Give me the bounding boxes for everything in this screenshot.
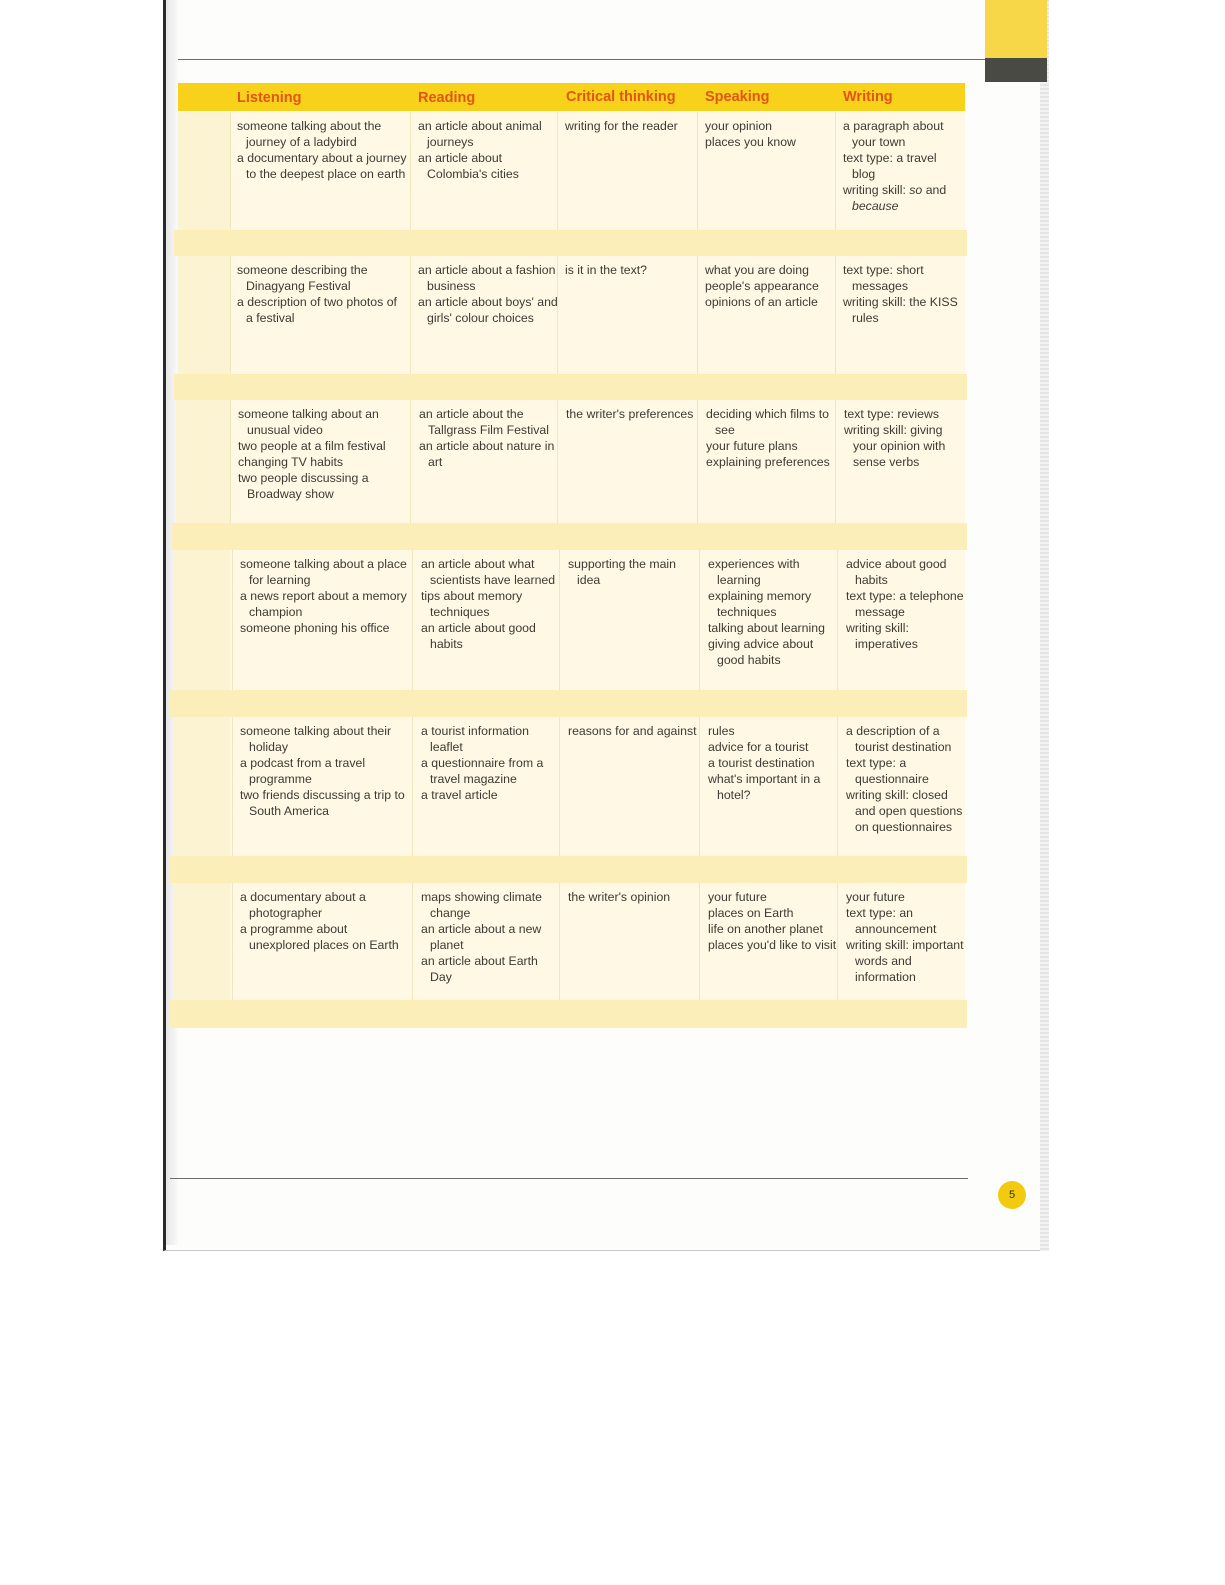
cell-writing bbox=[846, 723, 966, 835]
column-divider bbox=[410, 256, 411, 374]
reading-entry bbox=[418, 262, 558, 294]
critical-entry bbox=[566, 406, 696, 422]
entry-text: writing for the reader bbox=[565, 119, 678, 133]
entry-text: places you'd like to visit bbox=[708, 938, 837, 952]
speaking-entry bbox=[705, 262, 835, 278]
column-divider bbox=[230, 256, 231, 374]
entry-text: writing skill: imperatives bbox=[846, 621, 918, 651]
entry-text: and bbox=[922, 183, 947, 197]
entry-text: an article about boys' and girls' colour choices bbox=[418, 295, 558, 325]
entry-text: giving advice about good habits bbox=[708, 637, 814, 667]
column-divider bbox=[410, 400, 411, 523]
entry-text: changing TV habits bbox=[238, 455, 344, 469]
speaking-entry bbox=[708, 905, 838, 921]
entry-text: a tourist information leaflet bbox=[421, 724, 529, 754]
speaking-entry bbox=[706, 438, 836, 454]
reading-entry bbox=[421, 755, 561, 787]
listening-entry bbox=[237, 262, 407, 294]
cell-critical bbox=[568, 889, 698, 905]
critical-entry bbox=[565, 118, 695, 134]
cell-reading bbox=[421, 889, 561, 985]
column-divider bbox=[697, 112, 698, 230]
row-separator-band bbox=[170, 690, 967, 717]
row-separator-band bbox=[174, 230, 967, 256]
column-divider bbox=[699, 550, 700, 690]
entry-text: opinions of an article bbox=[705, 295, 818, 309]
unit-stub-cell bbox=[178, 256, 230, 374]
entry-text: writing skill: the KISS rules bbox=[843, 295, 958, 325]
entry-text: advice for a tourist bbox=[708, 740, 809, 754]
speaking-entry bbox=[705, 118, 835, 134]
speaking-entry bbox=[708, 937, 838, 953]
unit-stub-cell bbox=[178, 112, 230, 230]
writing-entry bbox=[844, 422, 964, 470]
listening-entry bbox=[238, 470, 408, 502]
entry-text: someone phoning his office bbox=[240, 621, 390, 635]
cell-writing bbox=[846, 889, 966, 985]
entry-text: your future bbox=[708, 890, 767, 904]
speaking-entry bbox=[708, 921, 838, 937]
entry-text: maps showing climate change bbox=[421, 890, 542, 920]
cell-critical bbox=[565, 118, 695, 134]
entry-text: supporting the main idea bbox=[568, 557, 677, 587]
header-reading: Reading bbox=[418, 90, 476, 106]
speaking-entry bbox=[705, 134, 835, 150]
entry-text: text type: an announcement bbox=[846, 906, 937, 936]
reading-entry bbox=[421, 588, 561, 620]
entry-text: an article about the Tallgrass Film Festival bbox=[419, 407, 549, 437]
reading-entry bbox=[418, 118, 558, 150]
corner-tab bbox=[985, 0, 1047, 58]
writing-entry bbox=[846, 787, 966, 835]
entry-text: a documentary about a journey to the deepest place on earth bbox=[237, 151, 407, 181]
entry-text: what's important in a hotel? bbox=[708, 772, 821, 802]
row-separator-band bbox=[170, 1000, 967, 1028]
cell-speaking bbox=[705, 118, 835, 150]
entry-text: text type: a questionnaire bbox=[846, 756, 929, 786]
entry-text: the writer's opinion bbox=[568, 890, 671, 904]
cell-reading bbox=[418, 262, 558, 326]
speaking-entry bbox=[708, 889, 838, 905]
entry-text: an article about good habits bbox=[421, 621, 536, 651]
entry-text: text type: a telephone message bbox=[846, 589, 964, 619]
critical-entry bbox=[568, 889, 698, 905]
writing-entry bbox=[843, 182, 963, 214]
row-separator-band bbox=[172, 523, 967, 550]
listening-entry bbox=[237, 118, 407, 150]
reading-entry bbox=[419, 438, 559, 470]
cell-reading bbox=[421, 723, 561, 803]
entry-text: experiences with learning bbox=[708, 557, 800, 587]
listening-entry bbox=[240, 889, 410, 921]
entry-text: your future plans bbox=[706, 439, 798, 453]
speaking-entry bbox=[708, 636, 838, 668]
writing-entry bbox=[846, 556, 966, 588]
column-divider bbox=[699, 717, 700, 856]
critical-entry bbox=[568, 723, 698, 739]
entry-text: advice about good habits bbox=[846, 557, 947, 587]
cell-listening bbox=[237, 118, 407, 182]
unit-stub-cell bbox=[174, 550, 230, 690]
reading-entry bbox=[421, 556, 561, 588]
writing-entry bbox=[846, 620, 966, 652]
entry-text: someone talking about a place for learning bbox=[240, 557, 407, 587]
entry-text: life on another planet bbox=[708, 922, 823, 936]
header-writing: Writing bbox=[843, 89, 893, 105]
speaking-entry bbox=[706, 454, 836, 470]
entry-text: your future bbox=[846, 890, 905, 904]
page-right-edge bbox=[1040, 0, 1049, 1251]
column-divider bbox=[412, 717, 413, 856]
entry-text: a paragraph about your town bbox=[843, 119, 944, 149]
reading-entry bbox=[419, 406, 559, 438]
cell-critical bbox=[565, 262, 695, 278]
header-speaking: Speaking bbox=[705, 89, 770, 105]
cell-critical bbox=[568, 723, 698, 739]
unit-stub-cell bbox=[176, 400, 230, 523]
entry-text: writing skill: bbox=[843, 183, 910, 197]
writing-entry bbox=[843, 262, 963, 294]
writing-entry bbox=[843, 150, 963, 182]
cell-writing bbox=[843, 118, 963, 214]
entry-text: tips about memory techniques bbox=[421, 589, 523, 619]
column-divider bbox=[835, 112, 836, 230]
listening-entry bbox=[237, 150, 407, 182]
column-divider bbox=[230, 400, 231, 523]
cell-reading bbox=[419, 406, 559, 470]
writing-entry bbox=[846, 588, 966, 620]
reading-entry bbox=[421, 787, 561, 803]
header-critical-thinking: Critical thinking bbox=[566, 89, 676, 105]
cell-speaking bbox=[706, 406, 836, 470]
entry-text: an article about animal journeys bbox=[418, 119, 542, 149]
entry-text: someone talking about their holiday bbox=[240, 724, 392, 754]
entry-text: talking about learning bbox=[708, 621, 825, 635]
entry-text: someone describing the Dinagyang Festival bbox=[237, 263, 368, 293]
critical-entry bbox=[565, 262, 695, 278]
writing-entry bbox=[844, 406, 964, 422]
entry-text: an article about a new planet bbox=[421, 922, 542, 952]
cell-speaking bbox=[708, 556, 838, 668]
entry-text: an article about a fashion business bbox=[418, 263, 556, 293]
entry-text: places on Earth bbox=[708, 906, 794, 920]
column-divider bbox=[835, 256, 836, 374]
speaking-entry bbox=[708, 755, 838, 771]
entry-text: because bbox=[852, 199, 899, 213]
entry-text: a news report about a memory champion bbox=[240, 589, 407, 619]
cell-speaking bbox=[708, 723, 838, 803]
entry-text: text type: reviews bbox=[844, 407, 939, 421]
speaking-entry bbox=[708, 771, 838, 803]
entry-text: what you are doing bbox=[705, 263, 809, 277]
reading-entry bbox=[421, 620, 561, 652]
reading-entry bbox=[418, 150, 558, 182]
speaking-entry bbox=[708, 739, 838, 755]
entry-text: an article about nature in art bbox=[419, 439, 555, 469]
column-divider bbox=[232, 883, 233, 1000]
bottom-rule bbox=[170, 1178, 968, 1179]
column-divider bbox=[412, 550, 413, 690]
entry-text: a description of a tourist destination bbox=[846, 724, 952, 754]
reading-entry bbox=[421, 921, 561, 953]
listening-entry bbox=[240, 723, 410, 755]
cell-listening bbox=[240, 723, 410, 819]
cell-reading bbox=[421, 556, 561, 652]
listening-entry bbox=[240, 620, 410, 636]
speaking-entry bbox=[706, 406, 836, 438]
entry-text: explaining memory techniques bbox=[708, 589, 812, 619]
column-divider bbox=[697, 256, 698, 374]
cell-listening bbox=[238, 406, 408, 502]
column-divider bbox=[232, 550, 233, 690]
unit-stub-cell bbox=[174, 883, 230, 1000]
page-number-badge: 5 bbox=[998, 1181, 1026, 1209]
unit-stub-cell bbox=[174, 717, 230, 856]
cell-listening bbox=[240, 556, 410, 636]
speaking-entry bbox=[708, 556, 838, 588]
cell-speaking bbox=[705, 262, 835, 310]
cell-reading bbox=[418, 118, 558, 182]
writing-entry bbox=[846, 937, 966, 985]
reading-entry bbox=[421, 889, 561, 921]
cell-critical bbox=[568, 556, 698, 588]
writing-entry bbox=[846, 723, 966, 755]
entry-text: is it in the text? bbox=[565, 263, 648, 277]
cell-speaking bbox=[708, 889, 838, 953]
row-separator-band bbox=[174, 374, 967, 400]
reading-entry bbox=[421, 953, 561, 985]
column-divider bbox=[697, 400, 698, 523]
column-divider bbox=[699, 883, 700, 1000]
cell-critical bbox=[566, 406, 696, 422]
entry-text: someone talking about the journey of a ladybird bbox=[237, 119, 382, 149]
entry-text: so bbox=[909, 183, 923, 197]
entry-text: writing skill: giving your opinion with sense verbs bbox=[844, 423, 946, 469]
cell-listening bbox=[237, 262, 407, 326]
top-rule bbox=[178, 59, 985, 60]
speaking-entry bbox=[705, 278, 835, 294]
entry-text: writing skill: closed and open questions on questionnaires bbox=[846, 788, 963, 834]
entry-text: a documentary about a photographer bbox=[240, 890, 366, 920]
entry-text: text type: a travel blog bbox=[843, 151, 937, 181]
critical-entry bbox=[568, 556, 698, 588]
speaking-entry bbox=[705, 294, 835, 310]
column-divider bbox=[232, 717, 233, 856]
cell-writing bbox=[846, 556, 966, 652]
listening-entry bbox=[240, 787, 410, 819]
entry-text: rules bbox=[708, 724, 735, 738]
entry-text: reasons for and against bbox=[568, 724, 697, 738]
entry-text: an article about Colombia's cities bbox=[418, 151, 519, 181]
entry-text: places you know bbox=[705, 135, 796, 149]
listening-entry bbox=[238, 454, 408, 470]
entry-text: a programme about unexplored places on Earth bbox=[240, 922, 399, 952]
column-divider bbox=[230, 112, 231, 230]
speaking-entry bbox=[708, 588, 838, 620]
writing-entry bbox=[846, 905, 966, 937]
writing-entry bbox=[843, 118, 963, 150]
entry-text: two people discussing a Broadway show bbox=[238, 471, 369, 501]
cell-listening bbox=[240, 889, 410, 953]
cell-writing bbox=[844, 406, 964, 470]
speaking-entry bbox=[708, 620, 838, 636]
entry-text: a tourist destination bbox=[708, 756, 815, 770]
entry-text: an article about what scientists have learned bbox=[421, 557, 556, 587]
entry-text: text type: short messages bbox=[843, 263, 924, 293]
listening-entry bbox=[240, 588, 410, 620]
listening-entry bbox=[240, 921, 410, 953]
entry-text: the writer's preferences bbox=[566, 407, 694, 421]
writing-entry bbox=[843, 294, 963, 326]
row-separator-band bbox=[170, 856, 967, 883]
entry-text: a travel article bbox=[421, 788, 498, 802]
listening-entry bbox=[238, 406, 408, 438]
entry-text: your opinion bbox=[705, 119, 772, 133]
entry-text: two people at a film festival bbox=[238, 439, 386, 453]
entry-text: explaining preferences bbox=[706, 455, 830, 469]
corner-tab-band bbox=[985, 58, 1047, 82]
entry-text: writing skill: important words and information bbox=[846, 938, 964, 984]
column-divider bbox=[412, 883, 413, 1000]
listening-entry bbox=[237, 294, 407, 326]
listening-entry bbox=[240, 755, 410, 787]
writing-entry bbox=[846, 755, 966, 787]
entry-text: a podcast from a travel programme bbox=[240, 756, 366, 786]
entry-text: two friends discussing a trip to South America bbox=[240, 788, 405, 818]
reading-entry bbox=[421, 723, 561, 755]
header-listening: Listening bbox=[237, 90, 302, 106]
listening-entry bbox=[238, 438, 408, 454]
entry-text: deciding which films to see bbox=[706, 407, 830, 437]
listening-entry bbox=[240, 556, 410, 588]
cell-writing bbox=[843, 262, 963, 326]
reading-entry bbox=[418, 294, 558, 326]
entry-text: a questionnaire from a travel magazine bbox=[421, 756, 544, 786]
column-divider bbox=[410, 112, 411, 230]
entry-text: an article about Earth Day bbox=[421, 954, 538, 984]
entry-text: someone talking about an unusual video bbox=[238, 407, 379, 437]
entry-text: a description of two photos of a festival bbox=[237, 295, 397, 325]
writing-entry bbox=[846, 889, 966, 905]
speaking-entry bbox=[708, 723, 838, 739]
entry-text: people's appearance bbox=[705, 279, 819, 293]
